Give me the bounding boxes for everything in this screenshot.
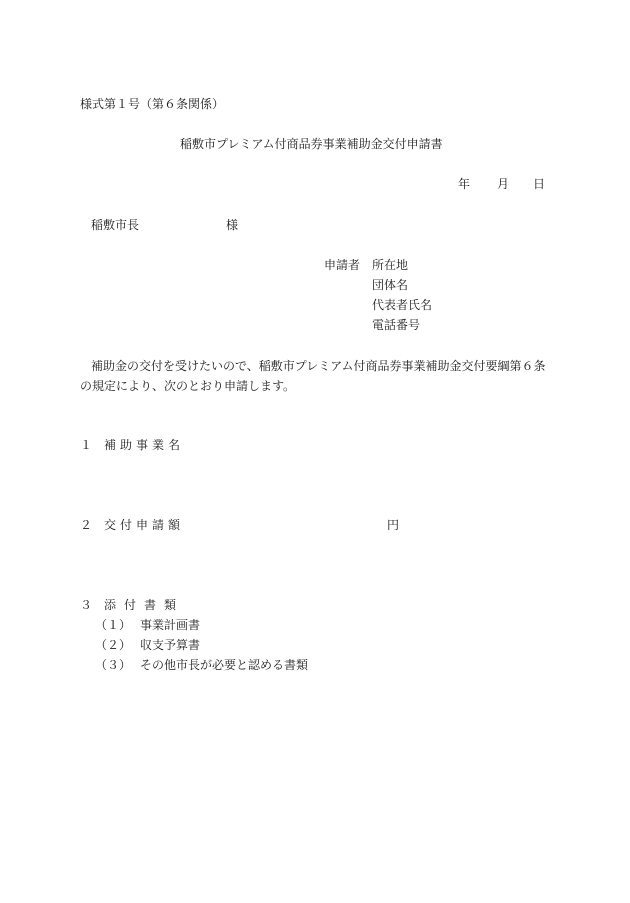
applicant-org-label: 団体名 bbox=[372, 278, 409, 292]
attachment-1-number: （１） bbox=[95, 618, 132, 632]
applicant-representative-label: 代表者氏名 bbox=[372, 298, 433, 312]
form-number: 様式第１号（第６条関係） bbox=[80, 97, 225, 111]
attachment-2-number: （２） bbox=[95, 638, 132, 652]
section-1-label: 補助事業名 bbox=[104, 438, 185, 452]
section-3-number: ３ bbox=[80, 598, 93, 612]
attachment-3-number: （３） bbox=[95, 658, 132, 672]
attachment-3-text: その他市長が必要と認める書類 bbox=[140, 658, 309, 672]
date-year-label: 年 bbox=[458, 177, 471, 191]
section-1-number: １ bbox=[80, 438, 93, 452]
applicant-phone-label: 電話番号 bbox=[372, 318, 421, 332]
addressee-name: 稲敷市長 bbox=[91, 218, 140, 232]
document-title: 稲敷市プレミアム付商品券事業補助金交付申請書 bbox=[180, 137, 443, 151]
applicant-address-label: 所在地 bbox=[372, 258, 409, 272]
attachment-1-text: 事業計画書 bbox=[140, 618, 201, 632]
section-2-label: 交付申請額 bbox=[104, 518, 185, 532]
section-2-number: ２ bbox=[80, 518, 93, 532]
body-text-line-1: 補助金の交付を受けたいので、稲敷市プレミアム付商品券事業補助金交付要綱第６条 bbox=[91, 359, 546, 373]
applicant-label: 申請者 bbox=[324, 258, 361, 272]
section-3-label: 添付書類 bbox=[104, 598, 185, 612]
addressee-honorific: 様 bbox=[226, 218, 239, 232]
section-2-unit: 円 bbox=[387, 518, 400, 532]
date-day-label: 日 bbox=[533, 177, 546, 191]
body-text-line-2: の規定により、次のとおり申請します。 bbox=[80, 379, 296, 393]
attachment-2-text: 収支予算書 bbox=[140, 638, 201, 652]
date-month-label: 月 bbox=[497, 177, 510, 191]
